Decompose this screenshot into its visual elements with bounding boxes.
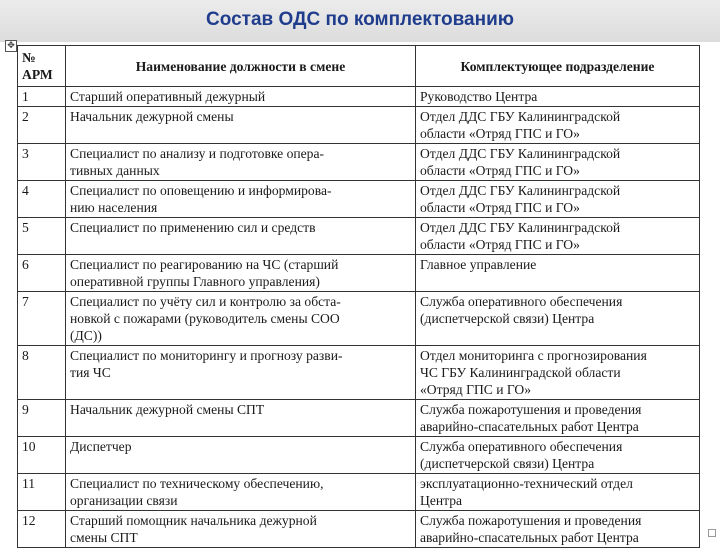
table-row xyxy=(18,511,700,548)
table-row xyxy=(18,255,700,292)
cell-department-line: Отдел мониторинга с прогнозирования xyxy=(420,348,647,363)
cell-position-line: тия ЧС xyxy=(70,365,111,380)
cell-position xyxy=(66,437,416,474)
cell-department xyxy=(416,107,700,144)
cell-department-line: аварийно-спасательных работ Центра xyxy=(420,530,639,545)
cell-num: 8 xyxy=(18,346,66,400)
cell-position-line: смены СПТ xyxy=(70,530,138,545)
corner-marker xyxy=(708,529,716,537)
header-num: № АРМ xyxy=(18,46,66,87)
cell-position-line: Начальник дежурной смены xyxy=(70,109,234,124)
table-row xyxy=(18,346,700,400)
slide-header xyxy=(0,0,720,42)
cell-position xyxy=(66,400,416,437)
cell-position-line: Специалист по реагированию на ЧС (старший xyxy=(70,257,339,272)
cell-position-line: Начальник дежурной смены СПТ xyxy=(70,402,265,417)
cell-department-line: эксплуатационно-технический отдел xyxy=(420,476,633,491)
cell-position xyxy=(66,181,416,218)
cell-department-line: «Отряд ГПС и ГО» xyxy=(420,382,532,397)
cell-department-line: Отдел ДДС ГБУ Калининградской xyxy=(420,146,621,161)
cell-department-line: области «Отряд ГПС и ГО» xyxy=(420,200,580,215)
cell-department xyxy=(416,255,700,292)
cell-position xyxy=(66,87,416,107)
cell-position-line: Специалист по анализу и подготовке опера- xyxy=(70,146,325,161)
cell-department xyxy=(416,181,700,218)
cell-position-line: Диспетчер xyxy=(70,439,132,454)
move-icon[interactable]: ✥ xyxy=(5,40,17,52)
cell-department-line: ЧС ГБУ Калининградской области xyxy=(420,365,621,380)
cell-position-line: оперативной группы Главного управления) xyxy=(70,274,320,289)
cell-position-line: тивных данных xyxy=(70,163,160,178)
cell-num: 9 xyxy=(18,400,66,437)
table-row xyxy=(18,474,700,511)
cell-department-line: Центра xyxy=(420,493,463,508)
table-row xyxy=(18,437,700,474)
cell-department-line: Служба пожаротушения и проведения xyxy=(420,402,642,417)
cell-position-line: (ДС)) xyxy=(70,328,102,343)
cell-num: 3 xyxy=(18,144,66,181)
cell-num: 4 xyxy=(18,181,66,218)
header-department: Комплектующее подразделение xyxy=(416,46,700,87)
cell-position-line: Специалист по мониторингу и прогнозу разви- xyxy=(70,348,343,363)
cell-num: 10 xyxy=(18,437,66,474)
cell-department xyxy=(416,144,700,181)
cell-department-line: аварийно-спасательных работ Центра xyxy=(420,419,639,434)
cell-num: 6 xyxy=(18,255,66,292)
staffing-table xyxy=(17,45,700,548)
cell-position-line: нию населения xyxy=(70,200,158,215)
cell-department-line: Главное управление xyxy=(420,257,537,272)
table-row xyxy=(18,181,700,218)
cell-position-line: Специалист по оповещению и информирова- xyxy=(70,183,332,198)
cell-department-line: (диспетчерской связи) Центра xyxy=(420,456,595,471)
cell-position xyxy=(66,255,416,292)
cell-department xyxy=(416,292,700,346)
table-body xyxy=(18,87,700,548)
cell-department-line: Отдел ДДС ГБУ Калининградской xyxy=(420,109,621,124)
cell-position-line: организации связи xyxy=(70,493,178,508)
cell-num: 1 xyxy=(18,87,66,107)
cell-department-line: Руководство Центра xyxy=(420,89,538,104)
cell-position xyxy=(66,144,416,181)
cell-department-line: области «Отряд ГПС и ГО» xyxy=(420,163,580,178)
table-container xyxy=(17,45,699,548)
cell-department-line: области «Отряд ГПС и ГО» xyxy=(420,126,580,141)
table-row xyxy=(18,400,700,437)
slide-title: Состав ОДС по комплектованию xyxy=(206,9,514,30)
cell-position xyxy=(66,511,416,548)
cell-position-line: Специалист по применению сил и средств xyxy=(70,220,316,235)
cell-position-line: Специалист по техническому обеспечению, xyxy=(70,476,324,491)
table-row xyxy=(18,144,700,181)
cell-department-line: (диспетчерской связи) Центра xyxy=(420,311,595,326)
cell-department xyxy=(416,437,700,474)
cell-position-line: Старший помощник начальника дежурной xyxy=(70,513,317,528)
cell-department xyxy=(416,511,700,548)
cell-position-line: Старший оперативный дежурный xyxy=(70,89,266,104)
cell-position xyxy=(66,218,416,255)
table-row xyxy=(18,218,700,255)
cell-position xyxy=(66,107,416,144)
header-position: Наименование должности в смене xyxy=(66,46,416,87)
table-row xyxy=(18,107,700,144)
cell-position xyxy=(66,346,416,400)
cell-department xyxy=(416,218,700,255)
cell-num: 2 xyxy=(18,107,66,144)
cell-num: 11 xyxy=(18,474,66,511)
cell-num: 5 xyxy=(18,218,66,255)
cell-position xyxy=(66,292,416,346)
cell-position-line: Специалист по учёту сил и контролю за обста- xyxy=(70,294,341,309)
cell-department xyxy=(416,400,700,437)
cell-department-line: Отдел ДДС ГБУ Калининградской xyxy=(420,183,621,198)
table-header-row xyxy=(18,46,700,87)
cell-department-line: Служба оперативного обеспечения xyxy=(420,294,623,309)
table-row xyxy=(18,87,700,107)
cell-department-line: Служба пожаротушения и проведения xyxy=(420,513,642,528)
cell-department-line: области «Отряд ГПС и ГО» xyxy=(420,237,580,252)
cell-department xyxy=(416,346,700,400)
cell-department xyxy=(416,87,700,107)
cell-num: 7 xyxy=(18,292,66,346)
cell-department-line: Отдел ДДС ГБУ Калининградской xyxy=(420,220,621,235)
cell-num: 12 xyxy=(18,511,66,548)
cell-position xyxy=(66,474,416,511)
cell-department-line: Служба оперативного обеспечения xyxy=(420,439,623,454)
cell-department xyxy=(416,474,700,511)
cell-position-line: новкой с пожарами (руководитель смены СОО xyxy=(70,311,340,326)
table-row xyxy=(18,292,700,346)
